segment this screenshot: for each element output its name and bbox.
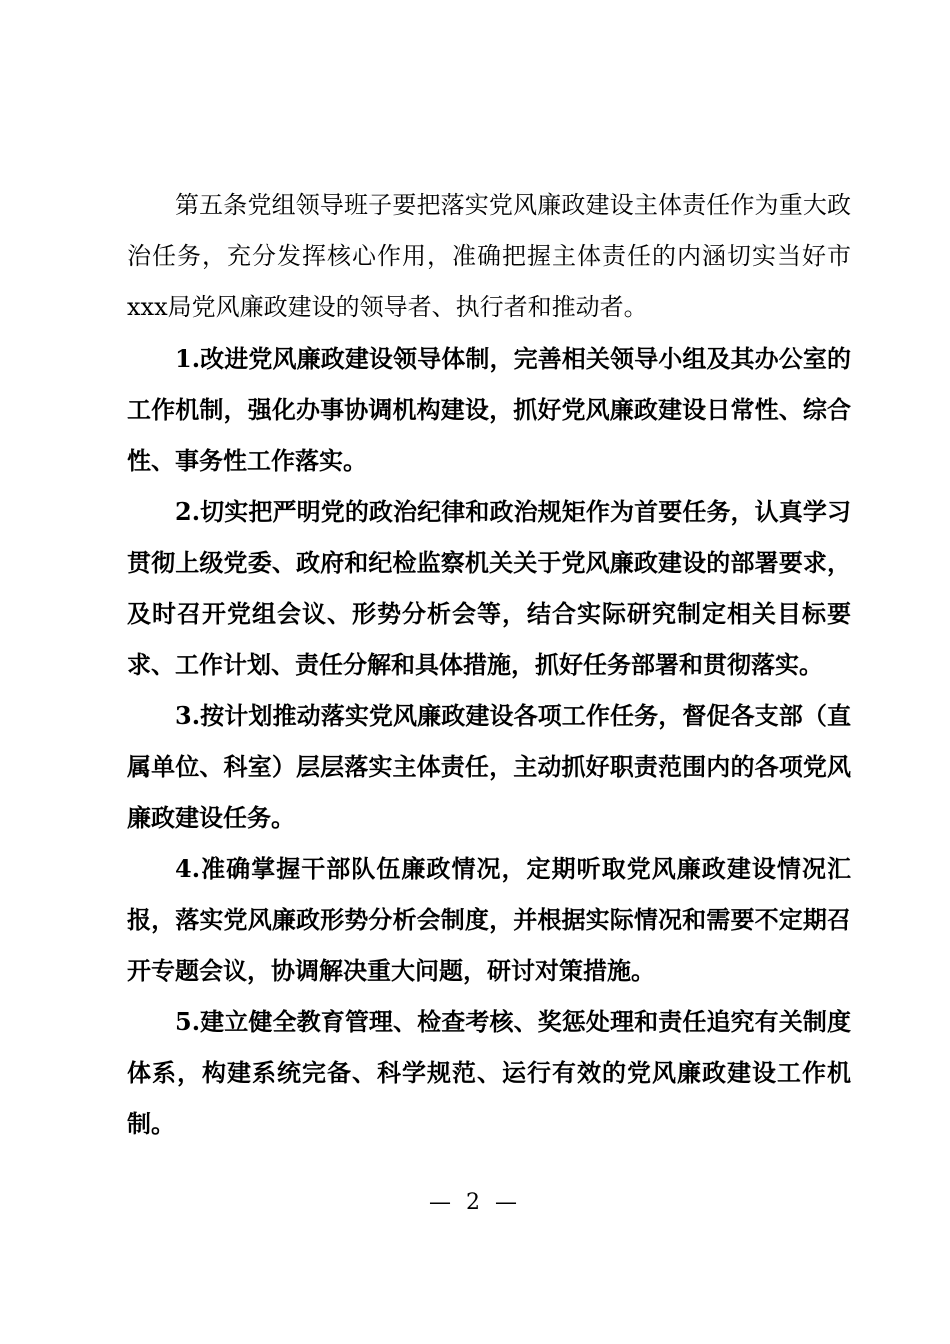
paragraph-item-1: 1.改进党风廉政建设领导体制，完善相关领导小组及其办公室的工作机制，强化办事协调机构建设，抓好党风廉政建设日常性、综合性、事务性工作落实。 bbox=[127, 344, 851, 475]
paragraph-item-2: 2.切实把严明党的政治纪律和政治规矩作为首要任务，认真学习贯彻上级党委、政府和纪检监察机关关于党风廉政建设的部署要求，及时召开党组会议、形势分析会等，结合实际研究制定相关目标要求、工作计划、责任分解和具体措施，抓好任务部署和贯彻落实。 bbox=[127, 497, 851, 679]
page-number: — 2 — bbox=[429, 1190, 521, 1215]
paragraph-item-3: 3.按计划推动落实党风廉政建设各项工作任务，督促各支部（直属单位、科室）层层落实主体责任，主动抓好职责范围内的各项党风廉政建设任务。 bbox=[127, 701, 851, 832]
paragraph-item-5: 5.建立健全教育管理、检查考核、奖惩处理和责任追究有关制度体系，构建系统完备、科学规范、运行有效的党风廉政建设工作机制。 bbox=[127, 1007, 851, 1138]
document-body bbox=[127, 180, 851, 1149]
paragraph-article-5: 第五条党组领导班子要把落实党风廉政建设主体责任作为重大政治任务，充分发挥核心作用，准确把握主体责任的内涵切实当好市xxx局党风廉政建设的领导者、执行者和推动者。 bbox=[127, 191, 851, 321]
paragraph-item-4: 4.准确掌握干部队伍廉政情况，定期听取党风廉政建设情况汇报，落实党风廉政形势分析会制度，并根据实际情况和需要不定期召开专题会议，协调解决重大问题，研讨对策措施。 bbox=[127, 854, 851, 985]
